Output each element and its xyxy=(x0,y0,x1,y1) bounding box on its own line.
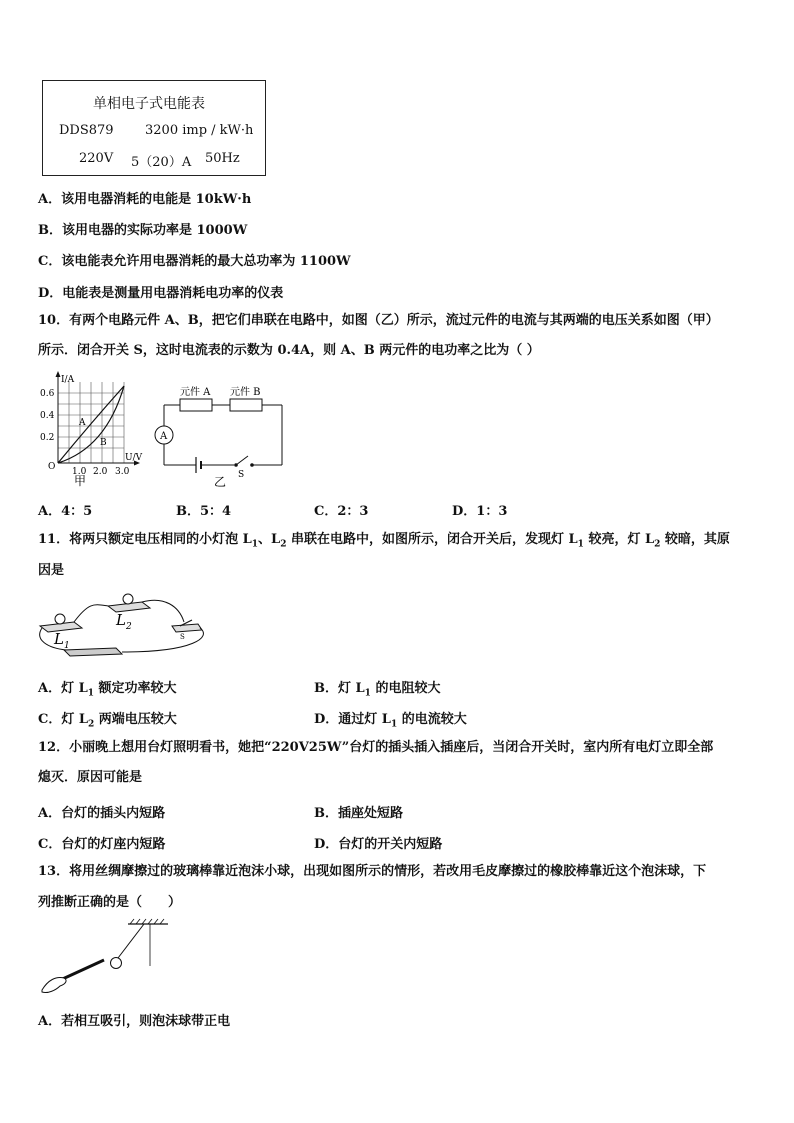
q10-graph-xtick-30: 3.0 xyxy=(115,467,130,477)
q9-option-d: D．电能表是测量用电器消耗电功率的仪表 xyxy=(38,286,284,301)
q13-stem-line1: 13．将用丝绸摩擦过的玻璃棒靠近泡沫小球，出现如图所示的情形，若改用毛皮摩擦过的橡胶棒靠近这个泡沫球，下 xyxy=(38,864,707,879)
q11-switch-board xyxy=(172,624,202,632)
q11-option-b: B．灯 $L_1$ 的电阻较大 xyxy=(314,681,441,699)
q13-figure xyxy=(38,918,178,1000)
q12-stem-line2: 熄灭．原因可能是 xyxy=(38,770,143,785)
q12-stem-line1: 12．小丽晚上想用台灯照明看书，她把“220V25W”台灯的插头插入插座后，当闭合开关时，室内所有电灯立即全部 xyxy=(38,740,714,755)
q10-graph-figure xyxy=(36,368,146,488)
q12-option-b: B．插座处短路 xyxy=(314,806,403,821)
q10-graph-xtick-10: 1.0 xyxy=(72,467,87,477)
q11-stem-part1: 11．将两只额定电压相同的小灯泡 L xyxy=(38,532,252,547)
q11-label-l1: $L_1$ xyxy=(54,630,70,651)
q11-stem-line2: 因是 xyxy=(38,563,65,578)
meter-constant: 3200 imp / kW·h xyxy=(145,123,254,138)
q10-circuit-switch xyxy=(236,456,248,465)
q13-hand xyxy=(42,978,66,993)
q13-option-a: A．若相互吸引，则泡沫球带正电 xyxy=(38,1014,231,1029)
q11-option-c: C．灯 $L_2$ 两端电压较大 xyxy=(38,712,177,730)
q11-lamp-1 xyxy=(55,614,65,624)
q13-thread xyxy=(118,924,144,958)
q10-graph-xlabel: U/V xyxy=(125,453,143,463)
q11-option-a: A．灯 $L_1$ 额定功率较大 xyxy=(38,681,177,699)
q11-stem-line1 xyxy=(38,532,760,553)
q10-graph-y-arrow xyxy=(56,371,61,377)
q10-graph-label-a: A xyxy=(79,418,86,428)
q10-circuit-caption: 乙 xyxy=(214,475,227,489)
q11-battery-box xyxy=(64,648,122,656)
q10-option-b: B．5：4 xyxy=(176,504,232,519)
q11-sub-2b: 2 xyxy=(654,539,661,550)
q11-sub-2a: 2 xyxy=(280,539,287,550)
q10-option-c: C．2：3 xyxy=(314,504,369,519)
meter-title: 单相电子式电能表 xyxy=(93,96,205,112)
q10-circuit-label-b: 元件 B xyxy=(230,387,261,398)
q11-option-d: D．通过灯 $L_1$ 的电流较大 xyxy=(314,712,467,730)
meter-current: 5（20）A xyxy=(131,155,192,170)
q10-graph-ytick-04: 0.4 xyxy=(40,411,55,421)
q10-circuit-resistor-b xyxy=(230,399,262,411)
q13-foam-ball xyxy=(111,958,122,969)
q10-circuit-figure xyxy=(150,385,290,490)
meter-voltage: 220V xyxy=(79,151,114,166)
q10-option-d: D．1：3 xyxy=(452,504,508,519)
q10-graph-ylabel: I/A xyxy=(61,375,75,385)
meter-nameplate xyxy=(42,80,266,176)
q11-stem-part4: 较亮，灯 L xyxy=(583,532,655,547)
meter-model: DDS879 xyxy=(59,123,114,138)
q12-option-c: C．台灯的灯座内短路 xyxy=(38,837,166,852)
q11-label-s: S xyxy=(180,633,185,641)
q9-option-a: A．该用电器消耗的电能是 10kW·h xyxy=(38,192,252,207)
q10-graph-label-b: B xyxy=(100,438,107,448)
q11-sub-1a: 1 xyxy=(251,539,259,550)
q10-graph-origin: O xyxy=(48,462,56,472)
meter-frequency: 50Hz xyxy=(205,151,240,166)
q10-stem-line2: 所示．闭合开关 S，这时电流表的示数为 0.4A，则 A、B 两元件的电功率之比为（ ） xyxy=(38,343,540,358)
q10-graph-caption: 甲 xyxy=(74,474,87,488)
q12-option-d: D．台灯的开关内短路 xyxy=(314,837,443,852)
q11-lamp-2 xyxy=(123,594,133,604)
q13-stem-line2: 列推断正确的是（ ） xyxy=(38,895,182,910)
q10-graph-xtick-20: 2.0 xyxy=(93,467,108,477)
q10-stem-line1: 10．有两个电路元件 A、B，把它们串联在电路中，如图（乙）所示，流过元件的电流与其两端的电压关系如图（甲） xyxy=(38,313,719,328)
q12-option-a: A．台灯的插头内短路 xyxy=(38,806,166,821)
q10-graph-ytick-06: 0.6 xyxy=(40,389,55,399)
q11-stem-part2: 、L xyxy=(258,532,281,547)
q10-circuit-resistor-a xyxy=(180,399,212,411)
q11-sub-1b: 1 xyxy=(577,539,584,550)
q11-stem-part5: 较暗，其原 xyxy=(660,532,730,547)
q9-option-c: C．该电能表允许用电器消耗的最大总功率为 1100W xyxy=(38,254,351,269)
q10-circuit-ammeter-label: A xyxy=(160,431,168,442)
q10-graph-ytick-02: 0.2 xyxy=(40,433,55,443)
q9-option-b: B．该用电器的实际功率是 1000W xyxy=(38,223,248,238)
q10-option-a: A．4：5 xyxy=(38,504,93,519)
q10-circuit-label-a: 元件 A xyxy=(180,387,211,398)
q11-circuit-figure xyxy=(34,592,214,664)
q10-circuit-switch-label: S xyxy=(238,470,245,480)
q11-label-l2: $L_2$ xyxy=(116,611,132,632)
q11-stem-part3: 串联在电路中，如图所示，闭合开关后，发现灯 L xyxy=(286,532,578,547)
